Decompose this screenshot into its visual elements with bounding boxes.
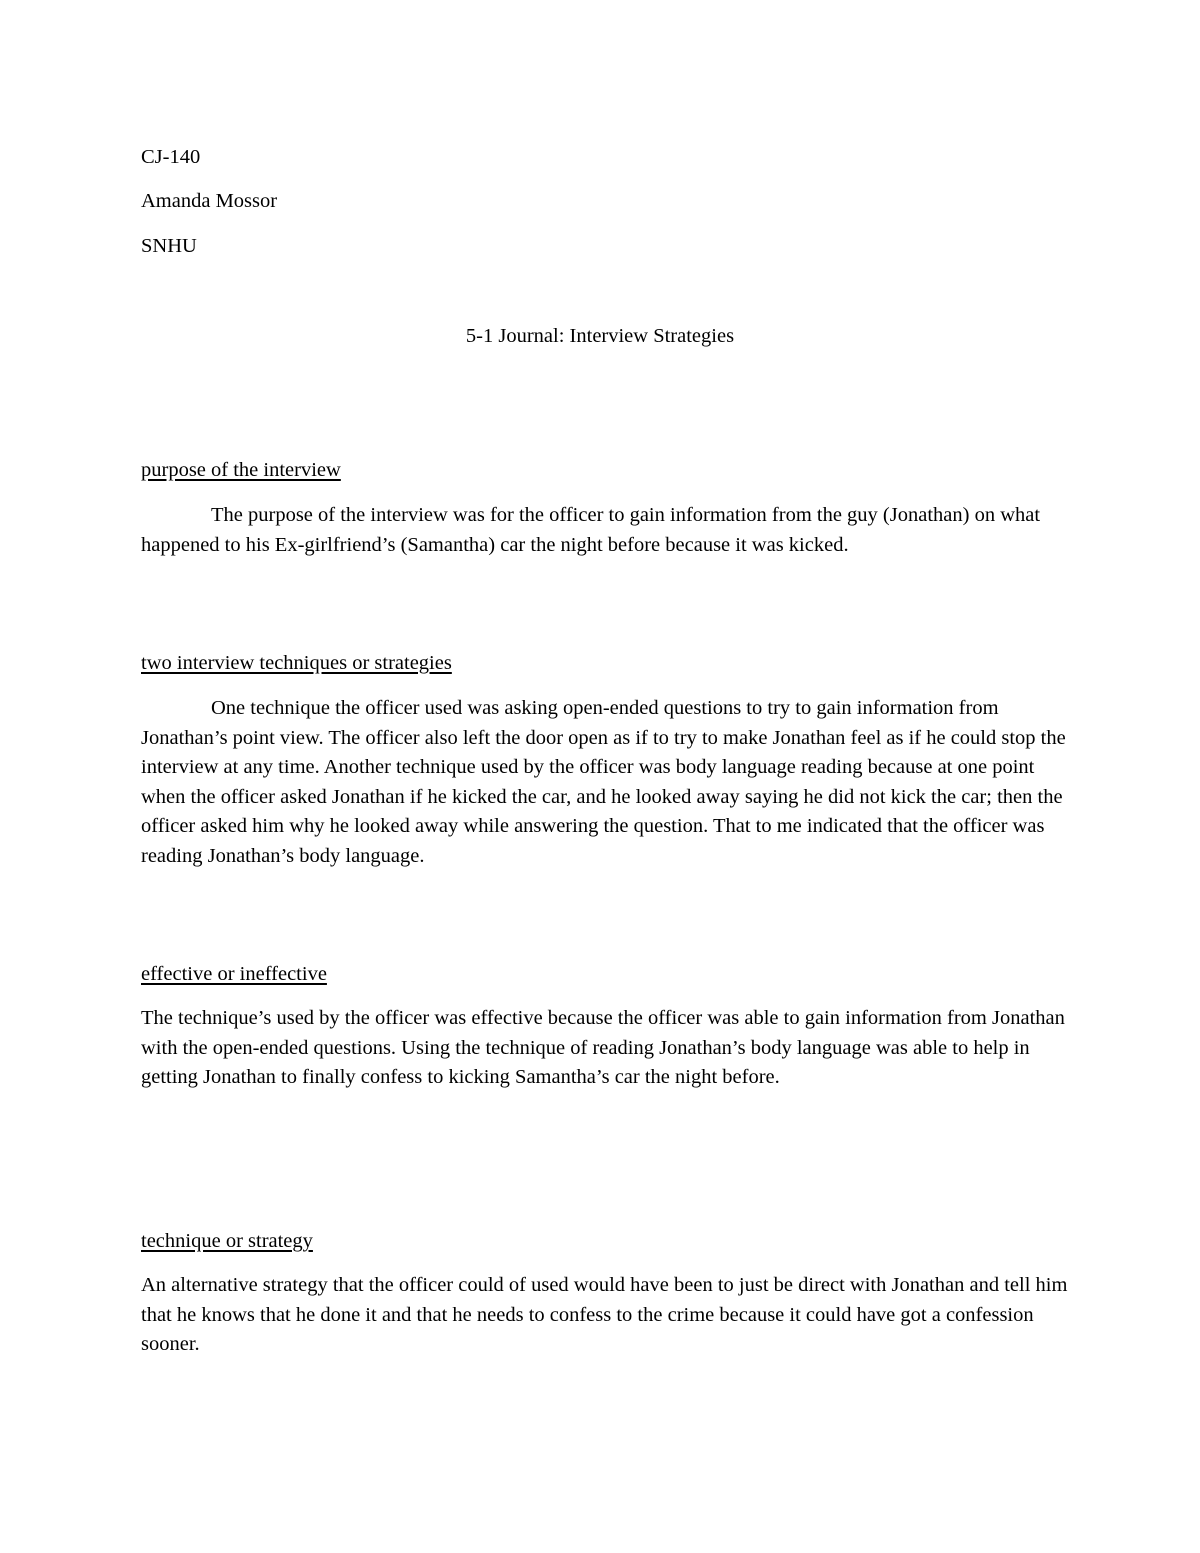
section-heading-effectiveness: effective or ineffective — [141, 963, 327, 985]
section-heading-purpose: purpose of the interview — [141, 459, 341, 481]
section-body-alternative: An alternative strategy that the officer could of used would have been to just be direct with Jonathan and tell him that he knows that he done it and that he needs to confess to the crime because it could have got a confession sooner. — [141, 1274, 1068, 1355]
author-name: Amanda Mossor — [141, 190, 278, 212]
section-body-purpose: The purpose of the interview was for the officer to gain information from the guy (Jonathan) on what happened to his Ex-girlfriend’s (Samantha) car the night before because it was kicked. — [141, 504, 1041, 556]
section-body-effectiveness: The technique’s used by the officer was effective because the officer was able to gain information from Jonathan with the open-ended questions. Using the technique of reading Jonathan’s body language was able to help in getting Jonathan to finally confess to kicking Samantha’s car the night before. — [141, 1007, 1065, 1088]
section-heading-techniques: two interview techniques or strategies — [141, 652, 452, 674]
school-name: SNHU — [141, 235, 197, 257]
course-code: CJ-140 — [141, 146, 201, 168]
document-title: 5-1 Journal: Interview Strategies — [465, 325, 735, 347]
section-heading-alternative: technique or strategy — [141, 1230, 313, 1252]
section-body-techniques: One technique the officer used was asking open-ended questions to try to gain information from Jonathan’s point view. The officer also left the door open as if to try to make Jonathan feel as if he could stop the interview at any time. Another technique used by the officer was body language reading because at one point when the officer asked Jonathan if he kicked the car, and he looked away saying he did not kick the car; then the officer asked him why he looked away while answering the question. That to me indicated that the officer was reading Jonathan’s body language. — [141, 697, 1066, 867]
